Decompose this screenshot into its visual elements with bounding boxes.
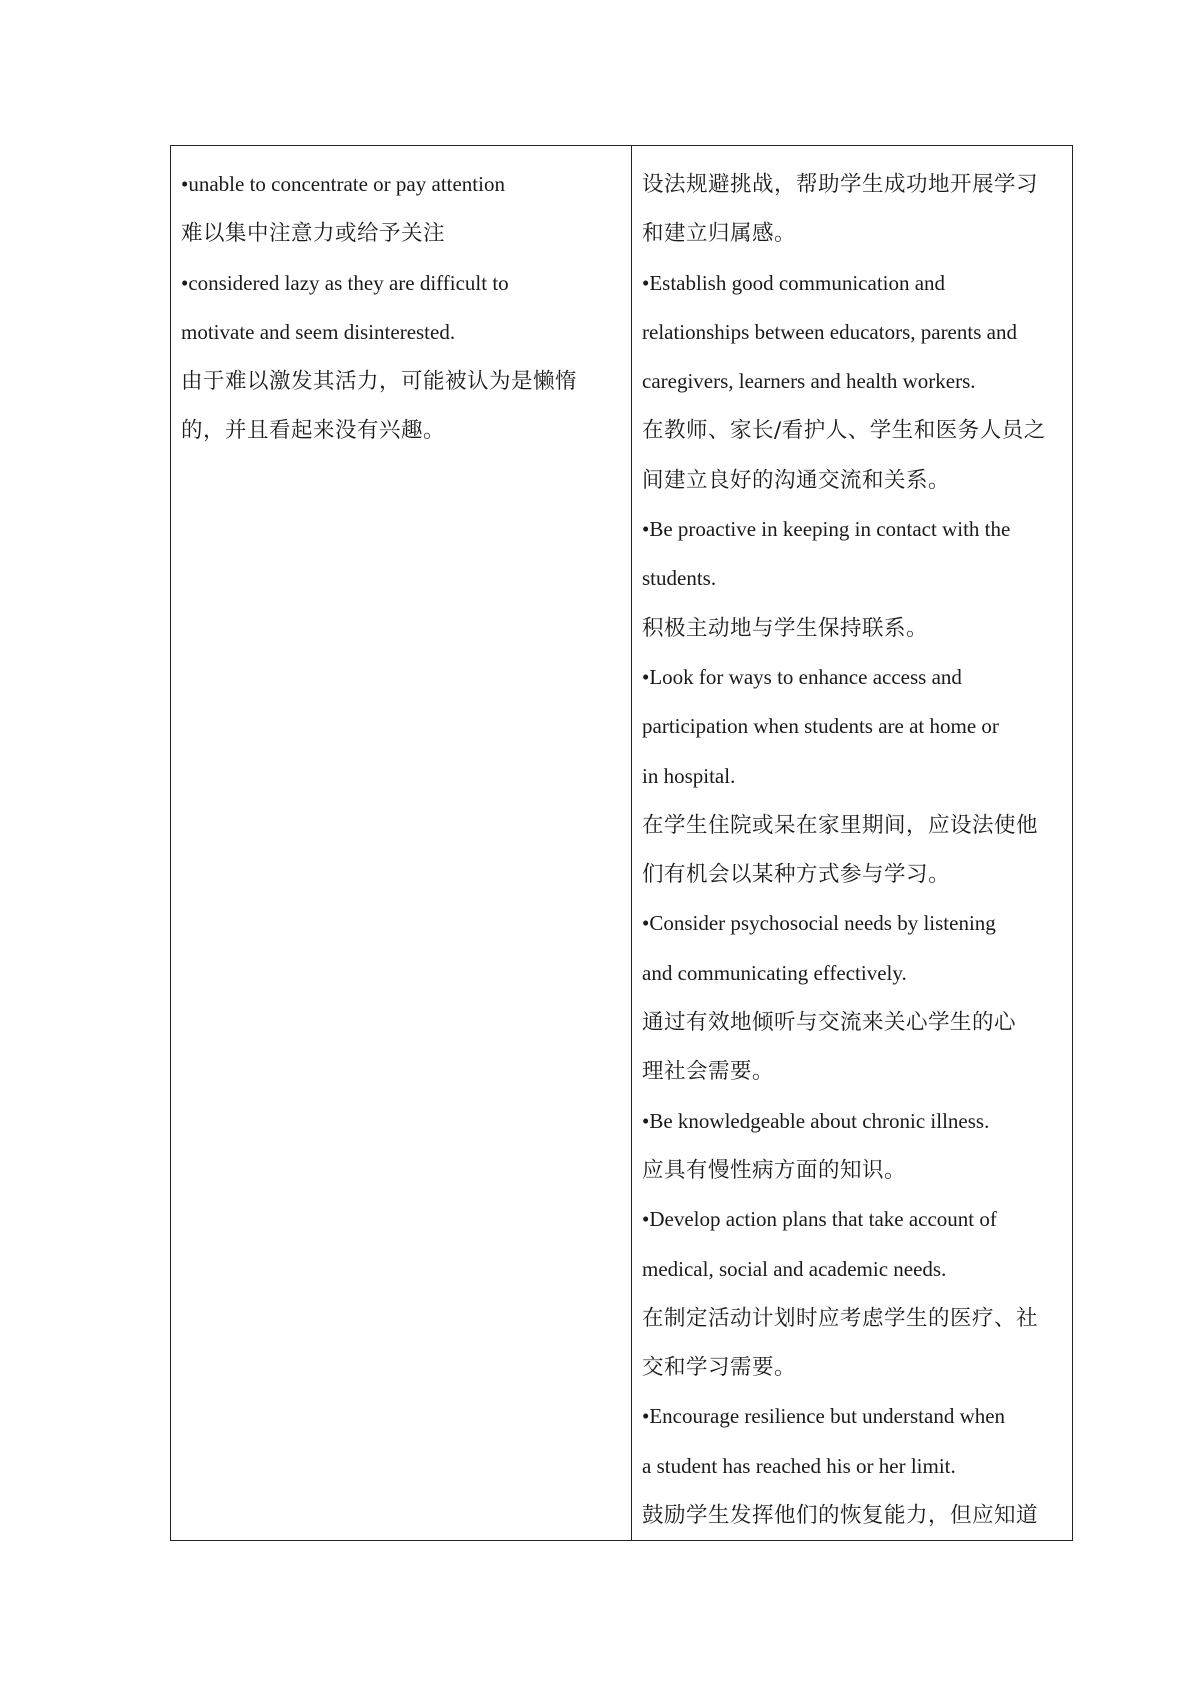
- text-line: a student has reached his or her limit.: [642, 1453, 956, 1478]
- left-cell: [171, 146, 632, 1541]
- text-line: and communicating effectively.: [642, 960, 907, 985]
- text-line: in hospital.: [642, 763, 736, 788]
- text-line: participation when students are at home or: [642, 714, 999, 739]
- text-line: •Consider psychosocial needs by listening: [642, 911, 996, 936]
- text-line: 们有机会以某种方式参与学习。: [642, 862, 951, 888]
- text-line: 在制定活动计划时应考虑学生的医疗、社: [642, 1305, 1039, 1331]
- text-line: •Be proactive in keeping in contact with the: [642, 517, 1011, 542]
- text-line: 设法规避挑战，帮助学生成功地开展学习: [642, 172, 1039, 197]
- text-line: caregivers, learners and health workers.: [642, 369, 976, 394]
- text-line: relationships between educators, parents and: [642, 319, 1017, 344]
- text-line: 和建立归属感。: [642, 221, 797, 247]
- text-line: 由于难以激发其活力，可能被认为是懒惰: [181, 369, 578, 395]
- text-line: •Encourage resilience but understand when: [642, 1404, 1006, 1429]
- text-line: students.: [642, 566, 717, 591]
- text-line: medical, social and academic needs.: [642, 1256, 947, 1281]
- right-cell: [632, 146, 1073, 1541]
- text-line: •unable to concentrate or pay attention: [181, 172, 505, 196]
- text-line: 难以集中注意力或给予关注: [181, 221, 446, 247]
- content-table: [170, 145, 1073, 1541]
- text-line: 在学生住院或呆在家里期间，应设法使他: [642, 812, 1039, 838]
- text-line: •considered lazy as they are difficult to: [181, 270, 509, 295]
- text-line: 交和学习需要。: [642, 1355, 797, 1381]
- text-line: •Develop action plans that take account of: [642, 1207, 997, 1232]
- text-line: 的，并且看起来没有兴趣。: [181, 418, 446, 444]
- text-line: 在教师、家长/看护人、学生和医务人员之: [642, 418, 1046, 444]
- table-row: [171, 146, 1073, 1541]
- text-line: •Look for ways to enhance access and: [642, 664, 962, 689]
- text-line: 应具有慢性病方面的知识。: [642, 1157, 907, 1183]
- text-line: 间建立良好的沟通交流和关系。: [642, 467, 951, 493]
- text-line: •Be knowledgeable about chronic illness.: [642, 1108, 990, 1133]
- text-line: •Establish good communication and: [642, 270, 946, 295]
- text-line: 通过有效地倾听与交流来关心学生的心: [642, 1010, 1017, 1036]
- text-line: motivate and seem disinterested.: [181, 319, 456, 344]
- text-line: 鼓励学生发挥他们的恢复能力，但应知道: [642, 1503, 1039, 1529]
- text-line: 理社会需要。: [642, 1059, 775, 1085]
- text-line: 积极主动地与学生保持联系。: [642, 615, 929, 641]
